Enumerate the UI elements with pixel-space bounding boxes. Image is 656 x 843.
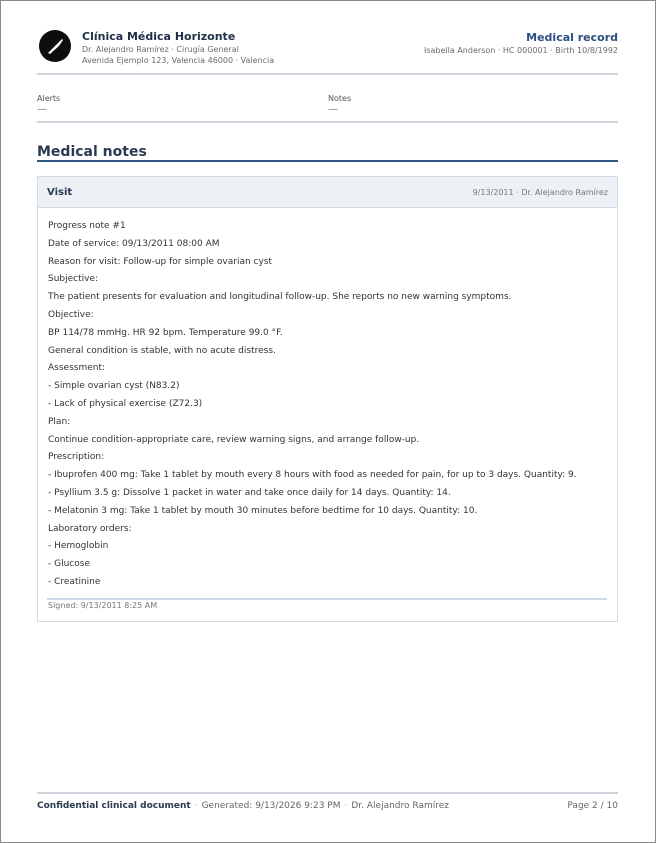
visit-title: Visit (47, 187, 73, 198)
note-line: Progress note #1 (48, 221, 126, 231)
document-footer (37, 801, 618, 811)
visit-card-divider (47, 598, 607, 600)
signed-timestamp: Signed: 9/13/2011 8:25 AM (48, 601, 158, 610)
note-line: Reason for visit: Follow-up for simple ovarian cyst (48, 256, 273, 267)
alerts-label: Alerts (37, 94, 61, 103)
section-rule (37, 160, 618, 162)
note-line: Objective: (48, 309, 94, 320)
footer-doctor: Dr. Alejandro Ramírez (351, 801, 449, 811)
note-line: Prescription: (48, 452, 105, 463)
patient-info: Isabella Anderson · HC 000001 · Birth 10/8/1992 (424, 46, 618, 55)
visit-card (37, 176, 618, 622)
note-line: - Creatinine (48, 576, 101, 587)
note-line: Subjective: (48, 274, 99, 285)
note-line: Date of service: 09/13/2011 08:00 AM (48, 238, 220, 249)
footer-separator: · (344, 801, 348, 811)
note-line: Laboratory orders: (48, 523, 132, 534)
clinic-address: Avenida Ejemplo 123, Valencia 46000 · Valencia (82, 56, 275, 65)
note-line: - Simple ovarian cyst (N83.2) (48, 381, 180, 392)
note-line: - Lack of physical exercise (Z72.3) (48, 398, 203, 409)
page-number: Page 2 / 10 (567, 801, 618, 811)
note-line: Assessment: (48, 363, 106, 374)
document-page (37, 0, 618, 843)
info-divider (37, 121, 618, 123)
record-title: Medical record (526, 31, 618, 44)
note-line: BP 114/78 mmHg. HR 92 bpm. Temperature 99.0 °F. (48, 327, 283, 338)
scalpel-icon (39, 30, 71, 62)
header-divider (37, 73, 618, 75)
note-line: Continue condition-appropriate care, review warning signs, and arrange follow-up. (48, 434, 420, 445)
note-line: - Hemoglobin (48, 541, 109, 552)
visit-card-header (38, 177, 617, 208)
footer-divider (37, 792, 618, 794)
visit-note-body (48, 220, 608, 594)
notes-label: Notes (328, 94, 352, 103)
footer-generated: Generated: 9/13/2026 9:23 PM (201, 801, 341, 811)
note-line: General condition is stable, with no acute distress. (48, 345, 276, 356)
footer-confidential: Confidential clinical document (37, 801, 191, 811)
document-header (37, 29, 618, 75)
section-title: Medical notes (37, 144, 147, 160)
note-line: - Glucose (48, 559, 90, 570)
note-line: The patient presents for evaluation and longitudinal follow-up. She reports no new warning symptoms. (48, 292, 512, 303)
visit-meta: 9/13/2011 · Dr. Alejandro Ramírez (472, 188, 608, 197)
note-line: Plan: (48, 416, 71, 427)
notes-value: — (328, 104, 338, 115)
note-line: - Psyllium 3.5 g: Dissolve 1 packet in water and take once daily for 14 days. Quantity: 14. (48, 487, 451, 498)
note-line: - Melatonin 3 mg: Take 1 tablet by mouth 30 minutes before bedtime for 10 days. Quantity: 10. (48, 505, 478, 516)
clinic-doctor: Dr. Alejandro Ramírez · Cirugía General (82, 45, 239, 54)
note-line: - Ibuprofen 400 mg: Take 1 tablet by mouth every 8 hours with food as needed for pain, for up to 3 days. Quantity: 9. (48, 470, 577, 481)
footer-separator: · (194, 801, 198, 811)
clinic-name: Clínica Médica Horizonte (82, 30, 236, 43)
alerts-value: — (37, 104, 47, 115)
